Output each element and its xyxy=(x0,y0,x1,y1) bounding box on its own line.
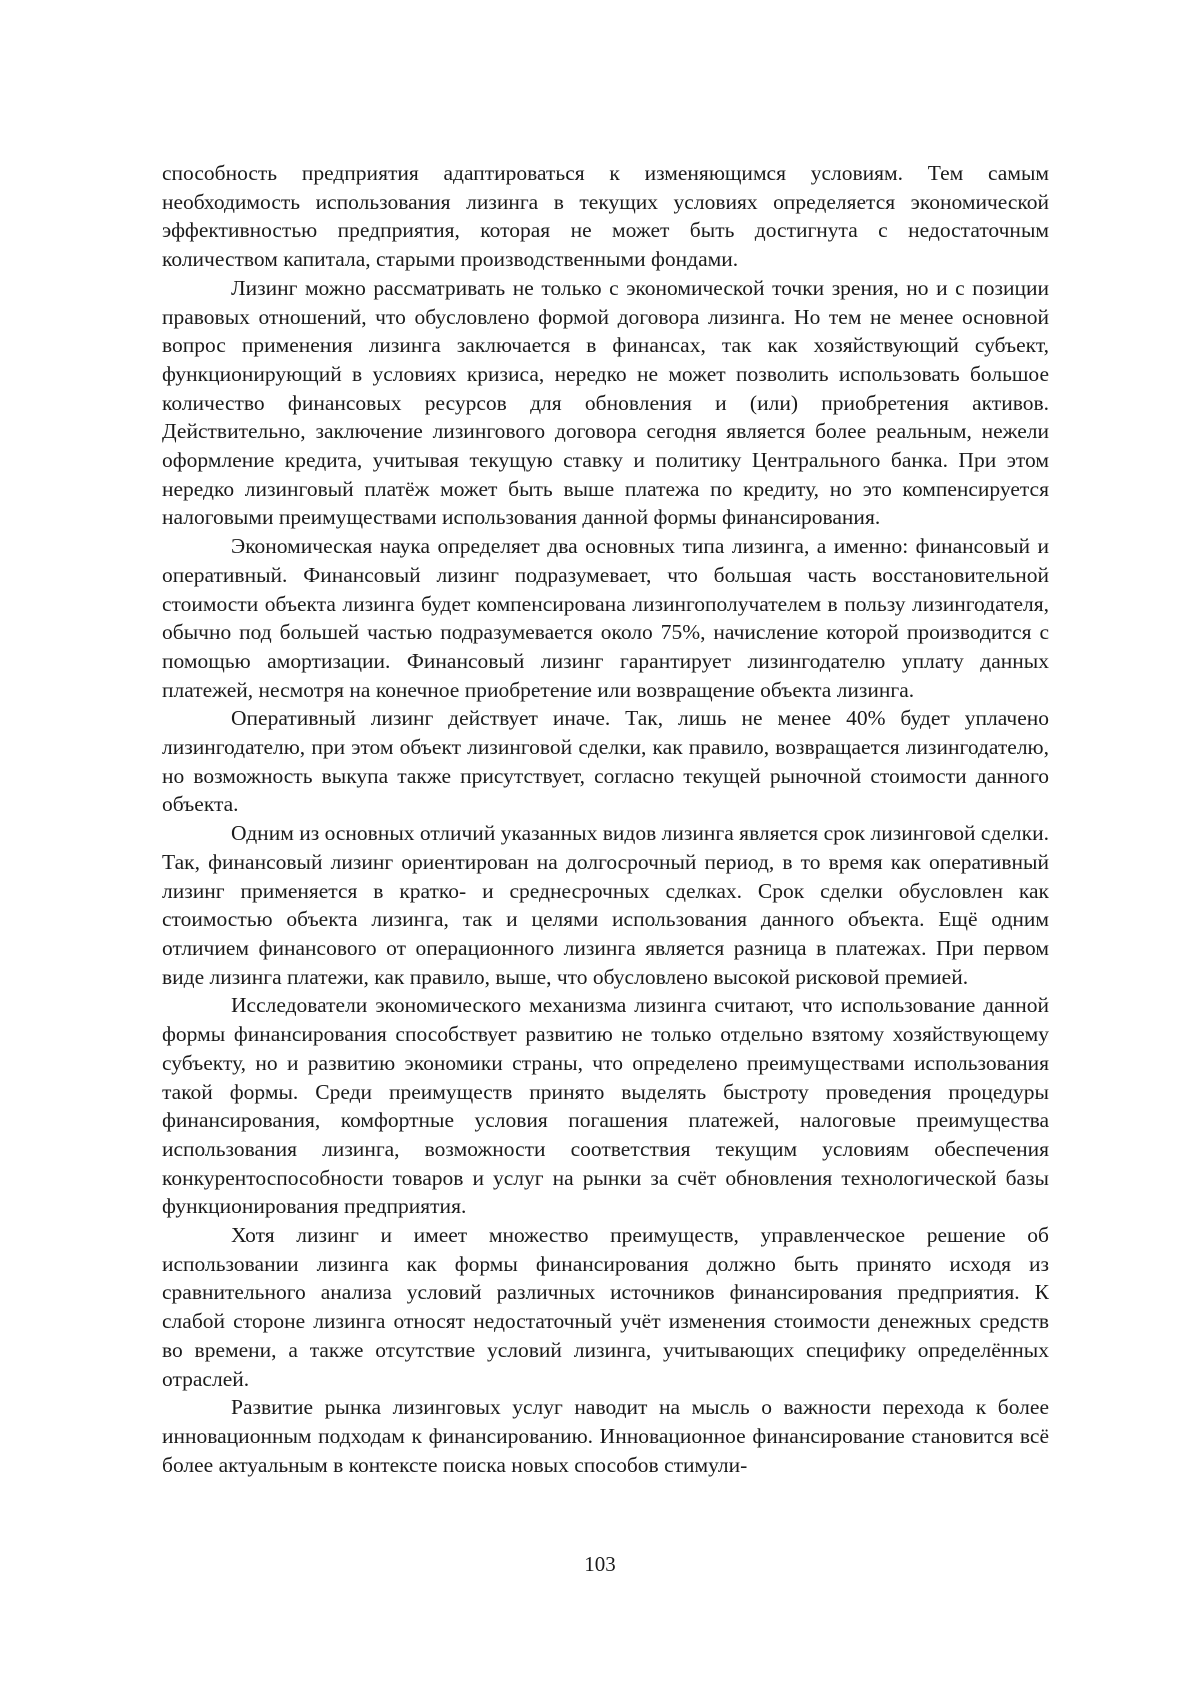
page-number: 103 xyxy=(0,1552,1200,1577)
paragraph-7: Хотя лизинг и имеет множество преимуществ, управленческое решение об использовании лизинга как формы финансирования должно быть принято исходя из сравнительного анализа условий различных источников финансирования предприятия. К слабой стороне лизинга относят недостаточный учёт изменения стоимости денежных средств во времени, а также отсутствие условий лизинга, учитывающих специфику определённых отраслей. xyxy=(162,1221,1049,1393)
paragraph-4: Оперативный лизинг действует иначе. Так, лишь не менее 40% будет уплачено лизингодателю, при этом объект лизинговой сделки, как правило, возвращается лизингодателю, но возможность выкупа также присутствует, согласно текущей рыночной стоимости данного объекта. xyxy=(162,704,1049,819)
paragraph-6: Исследователи экономического механизма лизинга считают, что использование данной формы финансирования способствует развитию не только отдельно взятому хозяйствующему субъекту, но и развитию экономики страны, что определено преимуществами использования такой формы. Среди преимуществ принято выделять быстроту проведения процедуры финансирования, комфортные условия погашения платежей, налоговые преимущества использования лизинга, возможности соответствия текущим условиям обеспечения конкурентоспособности товаров и услуг на рынки за счёт обновления технологической базы функционирования предприятия. xyxy=(162,991,1049,1221)
body-text xyxy=(162,159,1049,1479)
paragraph-2: Лизинг можно рассматривать не только с экономической точки зрения, но и с позиции правовых отношений, что обусловлено формой договора лизинга. Но тем не менее основной вопрос применения лизинга заключается в финансах, так как хозяйствующий субъект, функционирующий в условиях кризиса, нередко не может позволить использовать большое количество финансовых ресурсов для обновления и (или) приобретения активов. Действительно, заключение лизингового договора сегодня является более реальным, нежели оформление кредита, учитывая текущую ставку и политику Центрального банка. При этом нередко лизинговый платёж может быть выше платежа по кредиту, но это компенсируется налоговыми преимуществами использования данной формы финансирования. xyxy=(162,274,1049,532)
document-page xyxy=(0,0,1200,1698)
paragraph-3: Экономическая наука определяет два основных типа лизинга, а именно: финансовый и оперативный. Финансовый лизинг подразумевает, что большая часть восстановительной стоимости объекта лизинга будет компенсирована лизингополучателем в пользу лизингодателя, обычно под большей частью подразумевается около 75%, начисление которой производится с помощью амортизации. Финансовый лизинг гарантирует лизингодателю уплату данных платежей, несмотря на конечное приобретение или возвращение объекта лизинга. xyxy=(162,532,1049,704)
paragraph-5: Одним из основных отличий указанных видов лизинга является срок лизинговой сделки. Так, финансовый лизинг ориентирован на долгосрочный период, в то время как оперативный лизинг применяется в кратко- и среднесрочных сделках. Срок сделки обусловлен как стоимостью объекта лизинга, так и целями использования данного объекта. Ещё одним отличием финансового от операционного лизинга является разница в платежах. При первом виде лизинга платежи, как правило, выше, что обусловлено высокой рисковой премией. xyxy=(162,819,1049,991)
paragraph-1: способность предприятия адаптироваться к изменяющимся условиям. Тем самым необходимость использования лизинга в текущих условиях определяется экономической эффективностью предприятия, которая не может быть достигнута с недостаточным количеством капитала, старыми производственными фондами. xyxy=(162,159,1049,274)
paragraph-8: Развитие рынка лизинговых услуг наводит на мысль о важности перехода к более инновационным подходам к финансированию. Инновационное финансирование становится всё более актуальным в контексте поиска новых способов стимули- xyxy=(162,1393,1049,1479)
